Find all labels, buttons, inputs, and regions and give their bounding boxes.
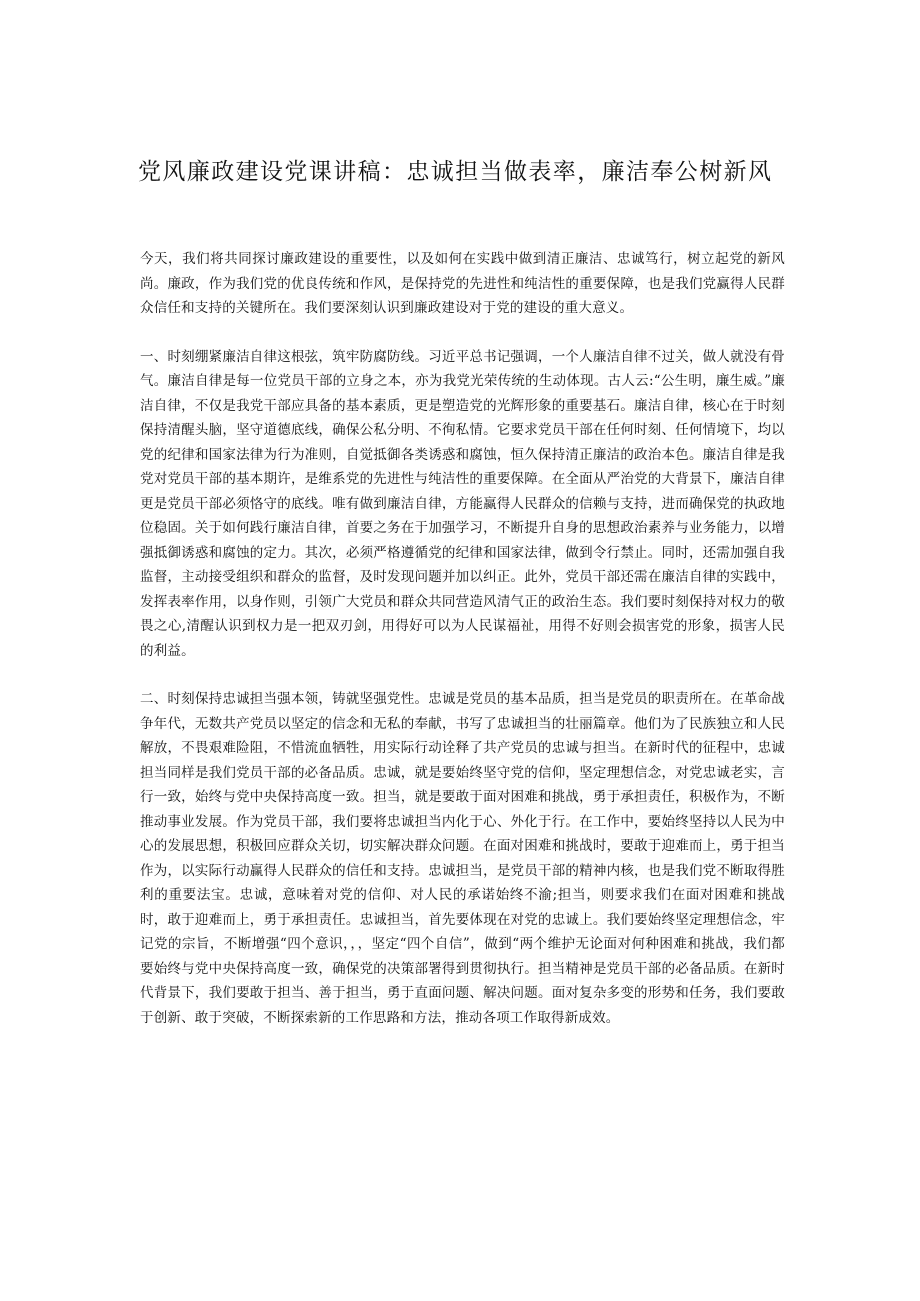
paragraph-section-two: 二、时刻保持忠诚担当强本领，铸就坚强党性。忠诚是党员的基本品质，担当是党员的职责所在。在革命战争年代，无数共产党员以坚定的信念和无私的奉献，书写了忠诚担当的壮丽篇章。他们为了民族独立和人民解放，不畏艰难险阻，不惜流血牺牲，用实际行动诠释了共产党员的忠诚与担当。在新时代的征程中，忠诚担当同样是我们党员干部的必备品质。忠诚，就是要始终坚守党的信仰，坚定理想信念，对党忠诚老实，言行一致，始终与党中央保持高度一致。担当，就是要敢于面对困难和挑战，勇于承担责任，积极作为，不断推动事业发展。作为党员干部，我们要将忠诚担当内化于心、外化于行。在工作中，要始终坚持以人民为中心的发展思想，积极回应群众关切，切实解决群众问题。在面对困难和挑战时，要敢于迎难而上，勇于担当作为，以实际行动赢得人民群众的信任和支持。忠诚担当，是党员干部的精神内核，也是我们党不断取得胜利的重要法宝。忠诚，意味着对党的信仰、对人民的承诺始终不渝;担当，则要求我们在面对困难和挑战时，敢于迎难而上，勇于承担责任。忠诚担当，首先要体现在对党的忠诚上。我们要始终坚定理想信念，牢记党的宗旨，不断增强“四个意识，，，坚定“四个自信”，做到“两个维护无论面对何种困难和挑战，我们都要始终与党中央保持高度一致，确保党的决策部署得到贯彻执行。担当精神是党员干部的必备品质。在新时代背景下，我们要敢于担当、善于担当，勇于直面问题、解决问题。面对复杂多变的形势和任务，我们要敢于创新、敢于突破，不断探索新的工作思路和方法，推动各项工作取得新成效。 <box>140 691 785 1026</box>
document-body <box>140 247 785 1054</box>
paragraph-intro: 今天，我们将共同探讨廉政建设的重要性，以及如何在实践中做到清正廉洁、忠诚笃行，树立起党的新风尚。廉政，作为我们党的优良传统和作风，是保持党的先进性和纯洁性的重要保障，也是我们党赢得人民群众信任和支持的关键所在。我们要深刻认识到廉政建设对于党的建设的重大意义。 <box>140 251 785 316</box>
document-title: 党风廉政建设党课讲稿：忠诚担当做表率，廉洁奉公树新风 <box>138 159 773 185</box>
paragraph-section-one: 一、时刻绷紧廉洁自律这根弦，筑牢防腐防线。习近平总书记强调，一个人廉洁自律不过关，做人就没有骨气。廉洁自律是每一位党员干部的立身之本，亦为我党光荣传统的生动体现。古人云:“公生明，廉生威。”廉洁自律，不仅是我党干部应具备的基本素质，更是塑造党的光辉形象的重要基石。廉洁自律，核心在于时刻保持清醒头脑，坚守道德底线，确保公私分明、不徇私情。它要求党员干部在任何时刻、任何情境下，均以党的纪律和国家法律为行为准则，自觉抵御各类诱惑和腐蚀，恒久保持清正廉洁的政治本色。廉洁自律是我党对党员干部的基本期许，是维系党的先进性与纯洁性的重要保障。在全面从严治党的大背景下，廉洁自律更是党员干部必须恪守的底线。唯有做到廉洁自律，方能赢得人民群众的信赖与支持，进而确保党的执政地位稳固。关于如何践行廉洁自律，首要之务在于加强学习，不断提升自身的思想政治素养与业务能力，以增强抵御诱惑和腐蚀的定力。其次，必须严格遵循党的纪律和国家法律，做到令行禁止。同时，还需加强自我监督，主动接受组织和群众的监督，及时发现问题并加以纠正。此外，党员干部还需在廉洁自律的实践中，发挥表率作用，以身作则，引领广大党员和群众共同营造风清气正的政治生态。我们要时刻保持对权力的敬畏之心,清醒认识到权力是一把双刃剑，用得好可以为人民谋福祉，用得不好则会损害党的形象，损害人民的利益。 <box>140 348 785 659</box>
